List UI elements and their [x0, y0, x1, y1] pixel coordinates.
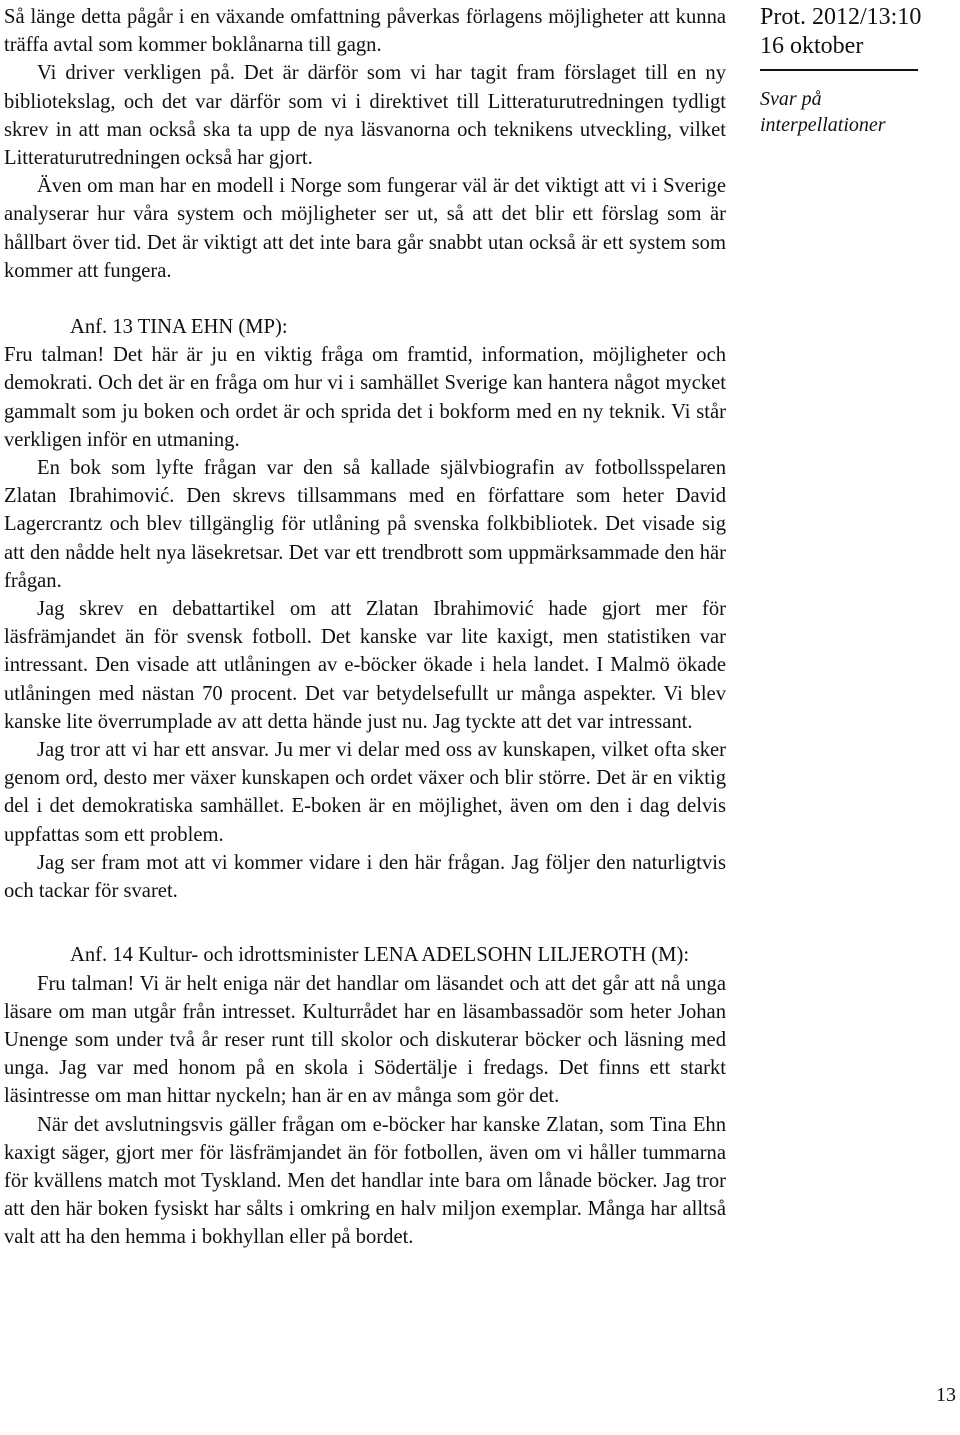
section-gap	[4, 905, 726, 923]
speaker-heading: Anf. 13 TINA EHN (MP):	[70, 316, 288, 339]
paragraph: Fru talman! Det här är ju en viktig fråga om framtid, information, möjligheter och demokrati. Och det är en fråga om hur vi i samhället Sverige kan hantera något mycket gammalt som ju boken och ordet är och sprida det i bokform med en ny teknik. Vi står verkligen inför en utmaning.	[4, 344, 726, 451]
section-title	[760, 86, 955, 138]
protocol-date: 16 oktober	[760, 33, 864, 59]
paragraph: Vi driver verkligen på. Det är därför som vi har tagit fram förslaget till en ny bibliotekslag, och det var därför som vi i direktivet till Litteraturutredningen tydligt skrev in att man också ska ta upp de nya läsvanorna och teknikens utveckling, vilket Litteraturutredningen också har gjort.	[4, 62, 726, 170]
paragraph: Jag ser fram mot att vi kommer vidare i den här frågan. Jag följer den naturligtvis och tackar för svaret.	[4, 851, 726, 903]
margin-sidebar	[760, 3, 955, 138]
protocol-number: Prot. 2012/13:10	[760, 4, 922, 30]
section-title-line: Svar på	[760, 88, 822, 110]
section-gap	[4, 923, 726, 941]
paragraph: Så länge detta pågår i en växande omfattning påverkas förlagens möjligheter att kunna träffa avtal som kommer boklånarna till gagn.	[4, 6, 726, 57]
paragraph: Jag tror att vi har ett ansvar. Ju mer vi delar med oss av kunskapen, vilket ofta sker genom ord, desto mer växer kunskapen och ordet växer och blir större. Det är en viktig del i det demokratiska samhället. E-boken är en möjlighet, även om den i dag delvis uppfattas som ett problem.	[4, 739, 726, 846]
section-gap	[4, 285, 726, 313]
page-number: 13	[936, 1384, 956, 1406]
paragraph: Även om man har en modell i Norge som fungerar väl är det viktigt att vi i Sverige analyserar hur våra system och möjligheter ser ut, så att det blir ett förslag som är hållbart över tid. Det är viktigt att det inte bara går snabbt utan också är ett system som kommer att fungera.	[4, 175, 726, 282]
main-text-column	[4, 3, 726, 1252]
paragraph: Jag skrev en debattartikel om att Zlatan Ibrahimović hade gjort mer för läsfrämjandet än för svensk fotboll. Det kanske var lite kaxigt, men statistiken var intressant. Den visade att utlåningen av e-böcker ökade i hela landet. I Malmö ökade utlåningen med nästan 70 procent. Det var betydelsefullt ur många aspekter. Vi blev kanske lite överrumplade av att detta hände just nu. Jag tyckte att det var intressant.	[4, 598, 726, 733]
paragraph: Fru talman! Vi är helt eniga när det handlar om läsandet och att det går att nå unga läsare om man utgår från intresset. Kulturrådet har en läsambassadör som heter Johan Unenge som under två år reser runt till skolor och diskuterar böcker och läsning med unga. Jag var med honom på en skola i Södertälje i fredags. Det finns ett starkt läsintresse om man hittar nyckeln; han är en av många som gör det.	[4, 972, 726, 1108]
divider	[760, 69, 918, 71]
speaker-heading: Anf. 14 Kultur- och idrottsminister LENA ADELSOHN LILJEROTH (M):	[70, 944, 690, 967]
paragraph: När det avslutningsvis gäller frågan om e-böcker har kanske Zlatan, som Tina Ehn kaxigt säger, gjort mer för läsfrämjandet än för fotbollen, även om vi håller tummarna för kvällens match mot Tyskland. Men det handlar inte bara om lånade böcker. Jag tror att den här boken fysiskt har sålts i omkring en halv miljon exemplar. Många har alltså valt att ha den hemma i bokhyllan eller på bordet.	[4, 1113, 726, 1249]
paragraph: En bok som lyfte frågan var den så kallade självbiografin av fotbollsspelaren Zlatan Ibrahimović. Den skrevs tillsammans med en författare som heter David Lagercrantz och blev tillgänglig för utlåning på svenska folkbibliotek. Det visade sig att den nådde helt nya läsekretsar. Det var ett trendbrott som uppmärksammade den här frågan.	[4, 457, 726, 592]
section-title-line: interpellationer	[760, 114, 886, 136]
